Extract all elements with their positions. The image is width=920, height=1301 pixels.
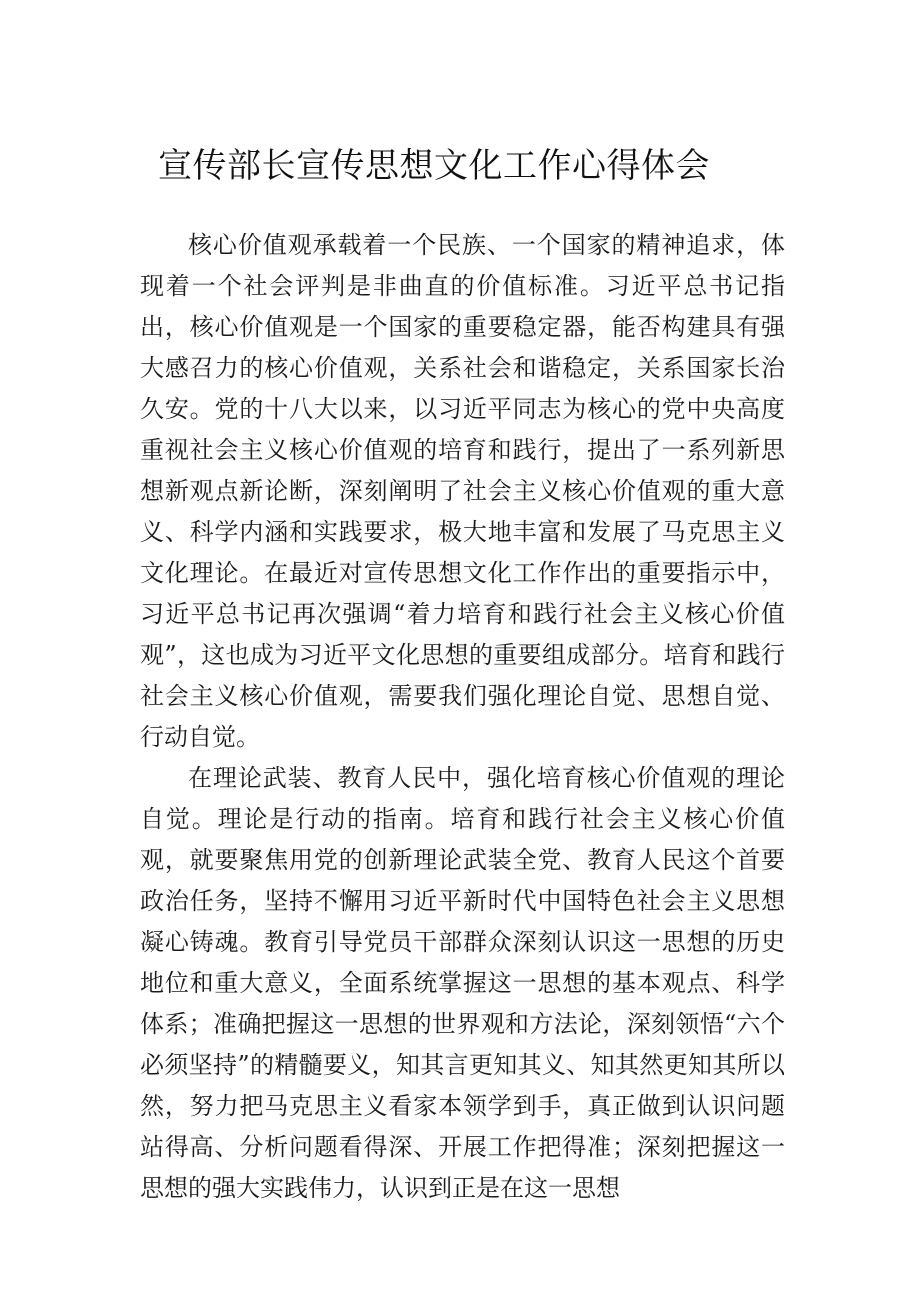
paragraph-1: 核心价值观承载着一个民族、一个国家的精神追求，体现着一个社会评判是非曲直的价值标准。习近平总书记指出，核心价值观是一个国家的重要稳定器，能否构建具有强大感召力的核心价值观，关系社会和谐稳定，关系国家长治久安。党的十八大以来，以习近平同志为核心的党中央高度重视社会主义核心价值观的培育和践行，提出了一系列新思想新观点新论断，深刻阐明了社会主义核心价值观的重大意义、科学内涵和实践要求，极大地丰富和发展了马克思主义文化理论。在最近对宣传思想文化工作作出的重要指示中，习近平总书记再次强调“着力培育和践行社会主义核心价值观”，这也成为习近平文化思想的重要组成部分。培育和践行社会主义核心价值观，需要我们强化理论自觉、思想自觉、行动自觉。 [140, 231, 785, 751]
paragraph-2: 在理论武装、教育人民中，强化培育核心价值观的理论自觉。理论是行动的指南。培育和践行社会主义核心价值观，就要聚焦用党的创新理论武装全党、教育人民这个首要政治任务，坚持不懈用习近平新时代中国特色社会主义思想凝心铸魂。教育引导党员干部群众深刻认识这一思想的历史地位和重大意义，全面系统掌握这一思想的基本观点、科学体系；准确把握这一思想的世界观和方法论，深刻领悟“六个必须坚持”的精髓要义，知其言更知其义、知其然更知其所以然，努力把马克思主义看家本领学到手，真正做到认识问题站得高、分析问题看得深、开展工作把得准；深刻把握这一思想的强大实践伟力，认识到正是在这一思想 [140, 764, 785, 1202]
document-body [140, 225, 785, 1209]
document-title: 宣传部长宣传思想文化工作心得体会 [158, 145, 710, 186]
